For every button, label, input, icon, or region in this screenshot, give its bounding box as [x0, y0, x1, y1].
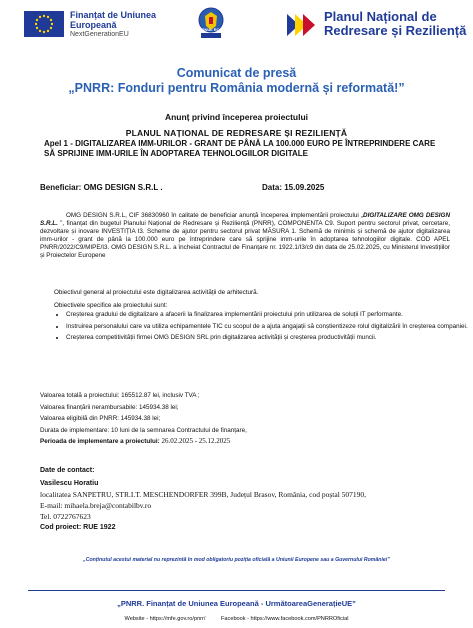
general-objective: Obiectivul general al proiectului este digitalizarea activității de arhitectură. — [54, 289, 259, 296]
list-item: • Creșterea competitivității firmei OMG DESIGN SRL prin digitalizarea activității și creșterea productivității muncii. — [66, 333, 473, 343]
press-release-subtitle: „PNRR: Fonduri pentru România modernă și reformată!” — [68, 81, 405, 95]
call-heading: Apel 1 - DIGITALIZAREA IMM-URILOR - GRANT DE PÂNĂ LA 100.000 EURO PE ÎNTREPRINDERE CARE SĂ SPRIJINE IMM-URILE ÎN ADOPTAREA TEHNOLOGIILOR DIGITALE — [44, 139, 436, 158]
period-value: 26.02.2025 - 25.12.2025 — [161, 437, 231, 445]
list-item: • Instruirea personalului care va utiliza echipamentele TIC cu scopul de a ajuta angajații să conștientizeze rolul digitalizării în creșterea companiei. — [66, 322, 473, 332]
list-item: • Creșterea gradului de digitalizare a afacerii la finalizarea implementării proiectului prin utilizarea de soluții IT performante. — [66, 310, 473, 320]
plan-heading: PLANUL NAȚIONAL DE REDRESARE ȘI REZILIENȚĂ — [125, 128, 348, 138]
pnrr-logo-icon — [285, 12, 315, 38]
specific-objectives-label: Obiectivele specifice ale proiectului sunt: — [54, 302, 168, 309]
implementation-period: Perioada de implementare a proiectului: 26.02.2025 - 25.12.2025 — [40, 437, 231, 445]
contact-address: localitatea SANPETRU, STR.I.T. MESCHENDORFER 399B, Județul Brasov, România, cod poștal 507190, — [40, 490, 367, 499]
eu-sub-label: NextGenerationEU — [70, 31, 129, 38]
contact-heading: Date de contact: — [40, 467, 95, 474]
description-part-a: OMG DESIGN S.R.L, CIF 36830960 în calitate de beneficiar anunță începerea implementării proiectului „ — [66, 212, 364, 219]
government-label: GUVERNUL ROMÂNIEI — [190, 27, 234, 32]
pnrr-eligible-value: Valoarea eligibilă din PNRR: 145934.38 lei; — [40, 415, 161, 422]
contact-phone: Tel. 0722767623 — [40, 512, 91, 521]
description-part-b: ”, finanțat din bugetul Planului Național de Redresare și Reziliență (PNRR), COMPONENTA C9. Suport pentru sectorul privat, cercetare, dezvoltare și inovare INVESTIȚIA I3. Scheme de ajutor pentru sectorul privat MĂSURA 1. Schemă de minimis și schemă de ajutor digitalizarea imm-urilor - grant de până la 100.000 euro pe întreprindere care să sprijine imm-urile în adoptarea tehnologiilor digitale. COD APEL PNRR/2022/C9/MIPE/I3. OMG DESIGN S.R.L. a încheiat Contractul de Finanțare nr. 1922.1/I3/c9 din data de 25.02.2025, cu Ministerul Investițiilor și Proiectelor Europene — [40, 220, 450, 259]
implementation-duration: Durata de implementare: 10 luni de la semnarea Contractului de finanțare, — [40, 426, 247, 434]
contact-block — [40, 478, 366, 533]
specific-objectives-list — [40, 310, 473, 345]
project-code: Cod proiect: RUE 1922 — [40, 524, 116, 531]
eu-flag-icon — [24, 11, 64, 37]
eu-label: Finanțat de Uniunea Europeană — [70, 10, 157, 30]
project-description — [40, 212, 450, 260]
project-name: DIGITALIZARE OMG DESIGN S.R.L. — [40, 212, 451, 227]
disclaimer: „Conținutul acestui material nu reprezintă în mod obligatoriu poziția oficială a Uniunii Europene sau a Guvernului României” — [83, 557, 390, 563]
footer-title: „PNRR. Finanțat de Uniunea Europeană - UrmătoareaGenerațieUE” — [117, 599, 356, 608]
beneficiary: Beneficiar: OMG DESIGN S.R.L . — [40, 183, 163, 192]
announcement-date: Data: 15.09.2025 — [262, 183, 325, 192]
pnrr-label: Planul Național de Redresare și Reziliență — [324, 9, 467, 38]
contact-email: E-mail: mihaela.breja@contabilbv.ro — [40, 501, 152, 510]
contact-name: Vasilescu Horatiu — [40, 480, 99, 487]
total-value: Valoarea totală a proiectului: 165512.87 lei, inclusiv TVA ; — [40, 392, 200, 399]
footer-divider — [28, 590, 445, 591]
project-values — [40, 390, 247, 448]
nonrefundable-value: Valoarea finanțării nerambursabile: 145934.38 lei; — [40, 403, 179, 411]
government-crest-icon — [197, 6, 225, 40]
press-release-title: Comunicat de presă — [176, 66, 297, 80]
announcement-heading: Anunț privind începerea proiectului — [164, 112, 309, 122]
footer-links: Website - https://mfe.gov.ro/pnrr/ Facebook - https://www.facebook.com/PNRROficial — [124, 616, 349, 622]
